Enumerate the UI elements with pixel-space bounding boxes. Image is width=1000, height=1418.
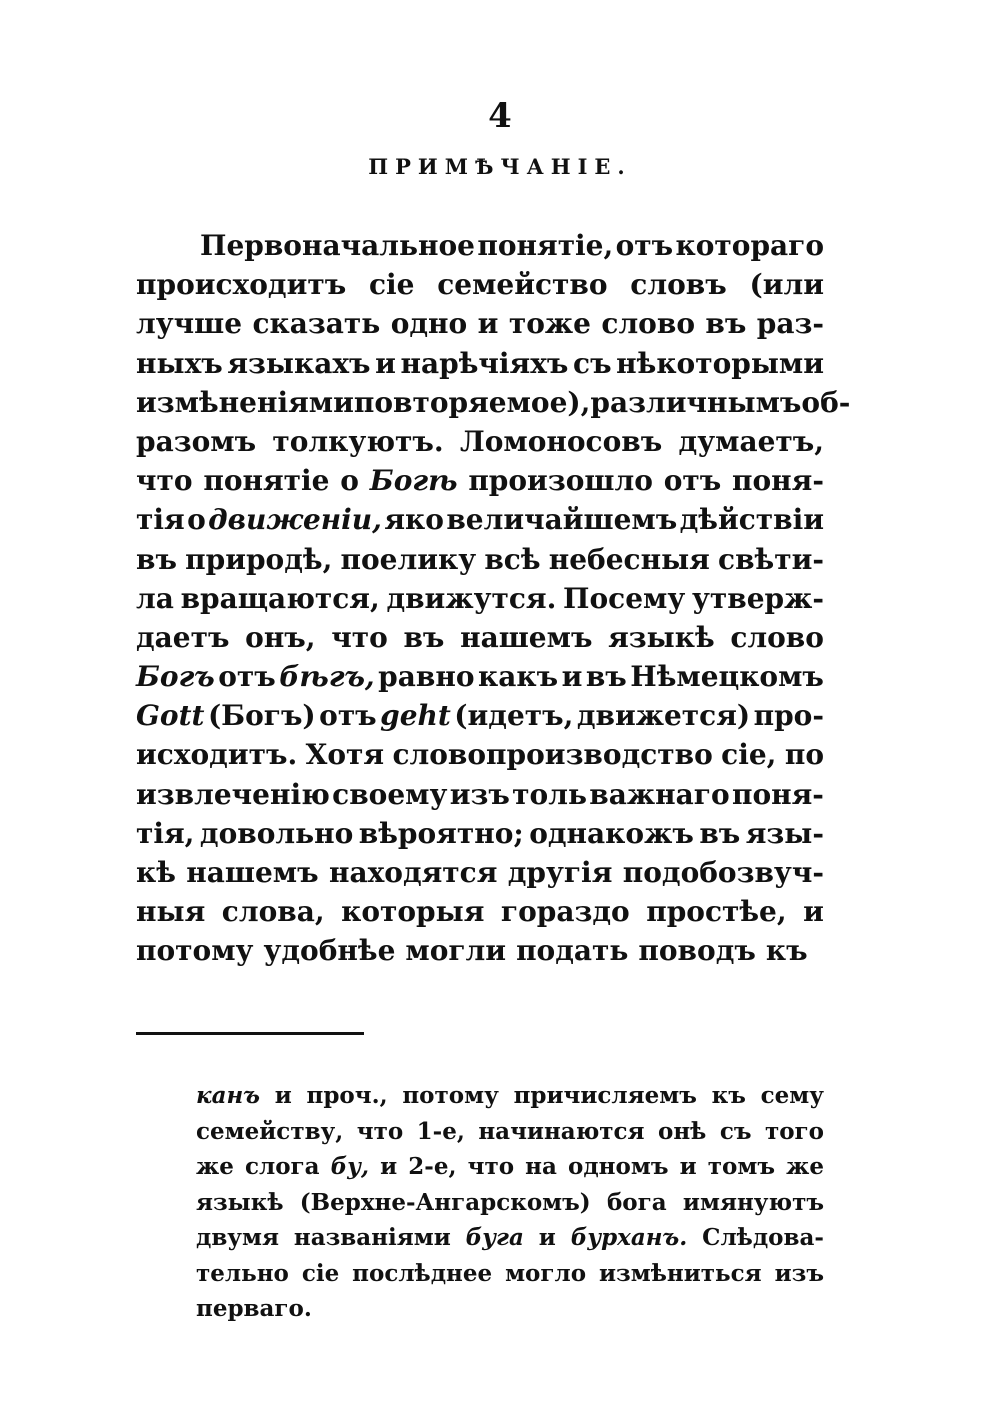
word: проч., (306, 1082, 388, 1109)
word: онъ, (245, 620, 316, 654)
word: язы- (745, 816, 824, 850)
section-heading: ПРИМѢЧАНІЕ. (368, 154, 632, 179)
word: бу, (330, 1153, 370, 1180)
word: къ (765, 934, 808, 968)
word: вѣроятно; (358, 816, 524, 850)
footnote-text-line (196, 1078, 824, 1114)
word: названіями (293, 1224, 451, 1251)
word: (Богъ) (207, 699, 316, 733)
footnote-paragraph (196, 1078, 824, 1327)
body-text-line (136, 579, 824, 618)
word: нарѣчіяхъ (400, 346, 569, 380)
page-number: 4 (488, 96, 512, 136)
word: лучше (136, 307, 243, 341)
word: Богѣ (369, 464, 458, 498)
word: и (538, 1224, 556, 1251)
word: понятіе (203, 464, 330, 498)
word: и (803, 895, 824, 929)
body-text-line (136, 540, 824, 579)
word: понятіе, (477, 229, 614, 262)
word: бурханъ. (570, 1224, 688, 1251)
body-text-line (136, 657, 824, 696)
word: сіе, (721, 738, 777, 772)
word: движутся. (386, 581, 557, 615)
word: причисляемъ (513, 1082, 697, 1109)
word: и (380, 1153, 398, 1180)
word: могли (405, 934, 507, 968)
word: онѣ (658, 1117, 707, 1145)
word: двумя (196, 1224, 280, 1251)
word: повторяемое), (353, 385, 591, 419)
footnote-divider (136, 1032, 364, 1035)
word: природѣ, (185, 542, 333, 576)
word: тоже (508, 307, 591, 341)
word: geht (380, 699, 451, 733)
word: изъ (774, 1259, 824, 1287)
word: извлеченію (136, 777, 330, 811)
word: тельно (196, 1259, 289, 1287)
body-text-line (136, 892, 824, 931)
body-text-line (136, 696, 824, 735)
word: отъ (218, 660, 276, 694)
word: нашемъ (460, 620, 593, 654)
word: поводъ (638, 934, 756, 968)
word: Хотя (305, 738, 385, 772)
word: об- (801, 385, 851, 419)
word: котораго (675, 229, 824, 262)
word: въ (705, 307, 747, 341)
word: канъ (196, 1082, 260, 1109)
word: ла (136, 581, 174, 615)
word: одномъ (568, 1153, 669, 1180)
word: Gott (136, 699, 205, 733)
body-text-line (136, 500, 824, 539)
word: измѣниться (599, 1259, 762, 1287)
word: по (784, 738, 824, 772)
word: находятся (328, 856, 498, 889)
word: изъ (449, 777, 510, 811)
word: къ (711, 1082, 746, 1109)
word: однакожъ (529, 816, 694, 850)
word: движеніи, (208, 503, 382, 537)
word: 1-е, (416, 1117, 465, 1145)
word: ныхъ (136, 346, 223, 380)
footnote-text-line (196, 1114, 824, 1150)
word: языкѣ (196, 1188, 284, 1216)
word: всѣ (484, 542, 541, 576)
word: слога (244, 1153, 320, 1180)
word: семейство (437, 268, 608, 302)
body-text-line (136, 853, 824, 892)
body-text-line (136, 265, 824, 304)
word: съ (719, 1117, 752, 1145)
word: Слѣдова- (702, 1224, 824, 1251)
word: разомъ (136, 424, 257, 458)
word: нашемъ (186, 856, 319, 889)
word: свѣти- (718, 542, 824, 576)
footnote-text-line (196, 1220, 824, 1256)
word: и (274, 1082, 292, 1109)
body-text-line (136, 304, 824, 343)
body-text-line (136, 618, 824, 657)
word: слово (730, 620, 824, 654)
word: потому (402, 1082, 499, 1109)
word: сіе (368, 268, 415, 302)
word: Нѣмецкомъ (630, 660, 824, 694)
word: того (764, 1117, 824, 1145)
word: въ (585, 660, 627, 694)
word: утверж- (691, 581, 824, 615)
word: что (331, 620, 388, 654)
word: съ (573, 346, 612, 380)
word: сему (760, 1082, 824, 1109)
word: дѣйствіи (679, 503, 824, 537)
footnote-text-line (196, 1185, 824, 1221)
word: бога (606, 1188, 667, 1216)
word: кѣ (136, 856, 176, 889)
word: языкѣ (608, 620, 715, 654)
word: яко (384, 503, 444, 537)
word: сказать (252, 307, 381, 341)
body-text-line (136, 344, 824, 383)
word: одно (390, 307, 468, 341)
word: величайшемъ (446, 503, 678, 537)
word: могло (505, 1259, 587, 1287)
word: имянуютъ (682, 1188, 824, 1216)
word: которыя (341, 895, 485, 929)
word: тія, (136, 816, 195, 850)
word: ныя (136, 895, 206, 929)
word: Посему (563, 581, 686, 615)
word: Ломоносовъ (459, 424, 663, 458)
word: и (375, 346, 396, 380)
word: сіе (301, 1259, 340, 1287)
word: слово (601, 307, 695, 341)
word: небесныя (548, 542, 710, 576)
word: въ (403, 620, 445, 654)
word: Богъ (136, 660, 215, 694)
word: начинаются (478, 1117, 645, 1145)
word: что (356, 1117, 404, 1145)
word: словопроизводство (392, 738, 713, 772)
footnote-text-line (196, 1256, 824, 1292)
body-text-line (136, 422, 824, 461)
body-text-line (136, 461, 824, 500)
word: равно (378, 660, 475, 694)
body-text-line (136, 814, 824, 853)
word: въ (136, 542, 177, 576)
word: Первоначальное (200, 229, 475, 262)
word: въ (699, 816, 741, 850)
word: поелику (340, 542, 477, 576)
word: подобозвуч- (622, 856, 824, 889)
word: какъ (478, 660, 559, 694)
word: исходитъ. (136, 738, 298, 772)
word: тія (136, 503, 185, 537)
word: же (196, 1153, 234, 1180)
word: и (679, 1153, 697, 1180)
word: произошло (468, 464, 653, 498)
word: про- (753, 699, 824, 733)
word: довольно (199, 816, 354, 850)
word: потому (136, 934, 254, 968)
word: семейству, (196, 1117, 344, 1145)
word: и (477, 307, 499, 341)
word: же (786, 1153, 824, 1180)
body-text-line (136, 775, 824, 814)
word: происходитъ (136, 268, 347, 302)
word: раз- (756, 307, 824, 341)
word: толь (512, 777, 587, 811)
word: послѣднее (352, 1259, 493, 1287)
word: простѣе, (646, 895, 787, 929)
word: (идетъ, (454, 699, 574, 733)
word: движется) (576, 699, 751, 733)
word: важнаго (589, 777, 730, 811)
word: даетъ (136, 620, 230, 654)
word: бѣгъ, (279, 660, 375, 694)
word: слова, (221, 895, 325, 929)
word: отъ (663, 464, 722, 498)
word: о (340, 464, 359, 498)
word: словъ (630, 268, 727, 302)
word: различнымъ (590, 385, 802, 419)
word: поня- (731, 777, 824, 811)
word: томъ (707, 1153, 775, 1180)
word: подать (516, 934, 629, 968)
word: нѣкоторыми (616, 346, 824, 380)
body-text-line (136, 931, 824, 970)
word: другія (507, 856, 613, 889)
word: отъ (615, 229, 674, 262)
word: своему (332, 777, 448, 811)
word: вращаются, (180, 581, 380, 615)
word: измѣненіями (136, 385, 354, 419)
word: перваго. (196, 1295, 312, 1322)
word: гораздо (500, 895, 630, 929)
word: поня- (732, 464, 824, 498)
word: толкуютъ. (272, 424, 444, 458)
word: 2-е, (408, 1153, 457, 1180)
footnote-text-line (196, 1149, 824, 1185)
word: на (525, 1153, 557, 1180)
word: что (136, 464, 193, 498)
word: (Верхне-Ангарскомъ) (299, 1188, 591, 1216)
word: буга (465, 1224, 524, 1251)
word: отъ (319, 699, 377, 733)
word: удобнѣе (263, 934, 396, 968)
body-text-line (136, 383, 851, 422)
word: о (187, 503, 206, 537)
word: думаетъ, (678, 424, 824, 458)
body-text-line (136, 735, 824, 774)
main-paragraph (136, 226, 851, 971)
word: и (561, 660, 583, 694)
word: (или (749, 268, 824, 302)
word: языкахъ (227, 346, 371, 380)
body-text-line (136, 226, 824, 265)
footnote-text-line (196, 1291, 824, 1327)
word: что (467, 1153, 515, 1180)
